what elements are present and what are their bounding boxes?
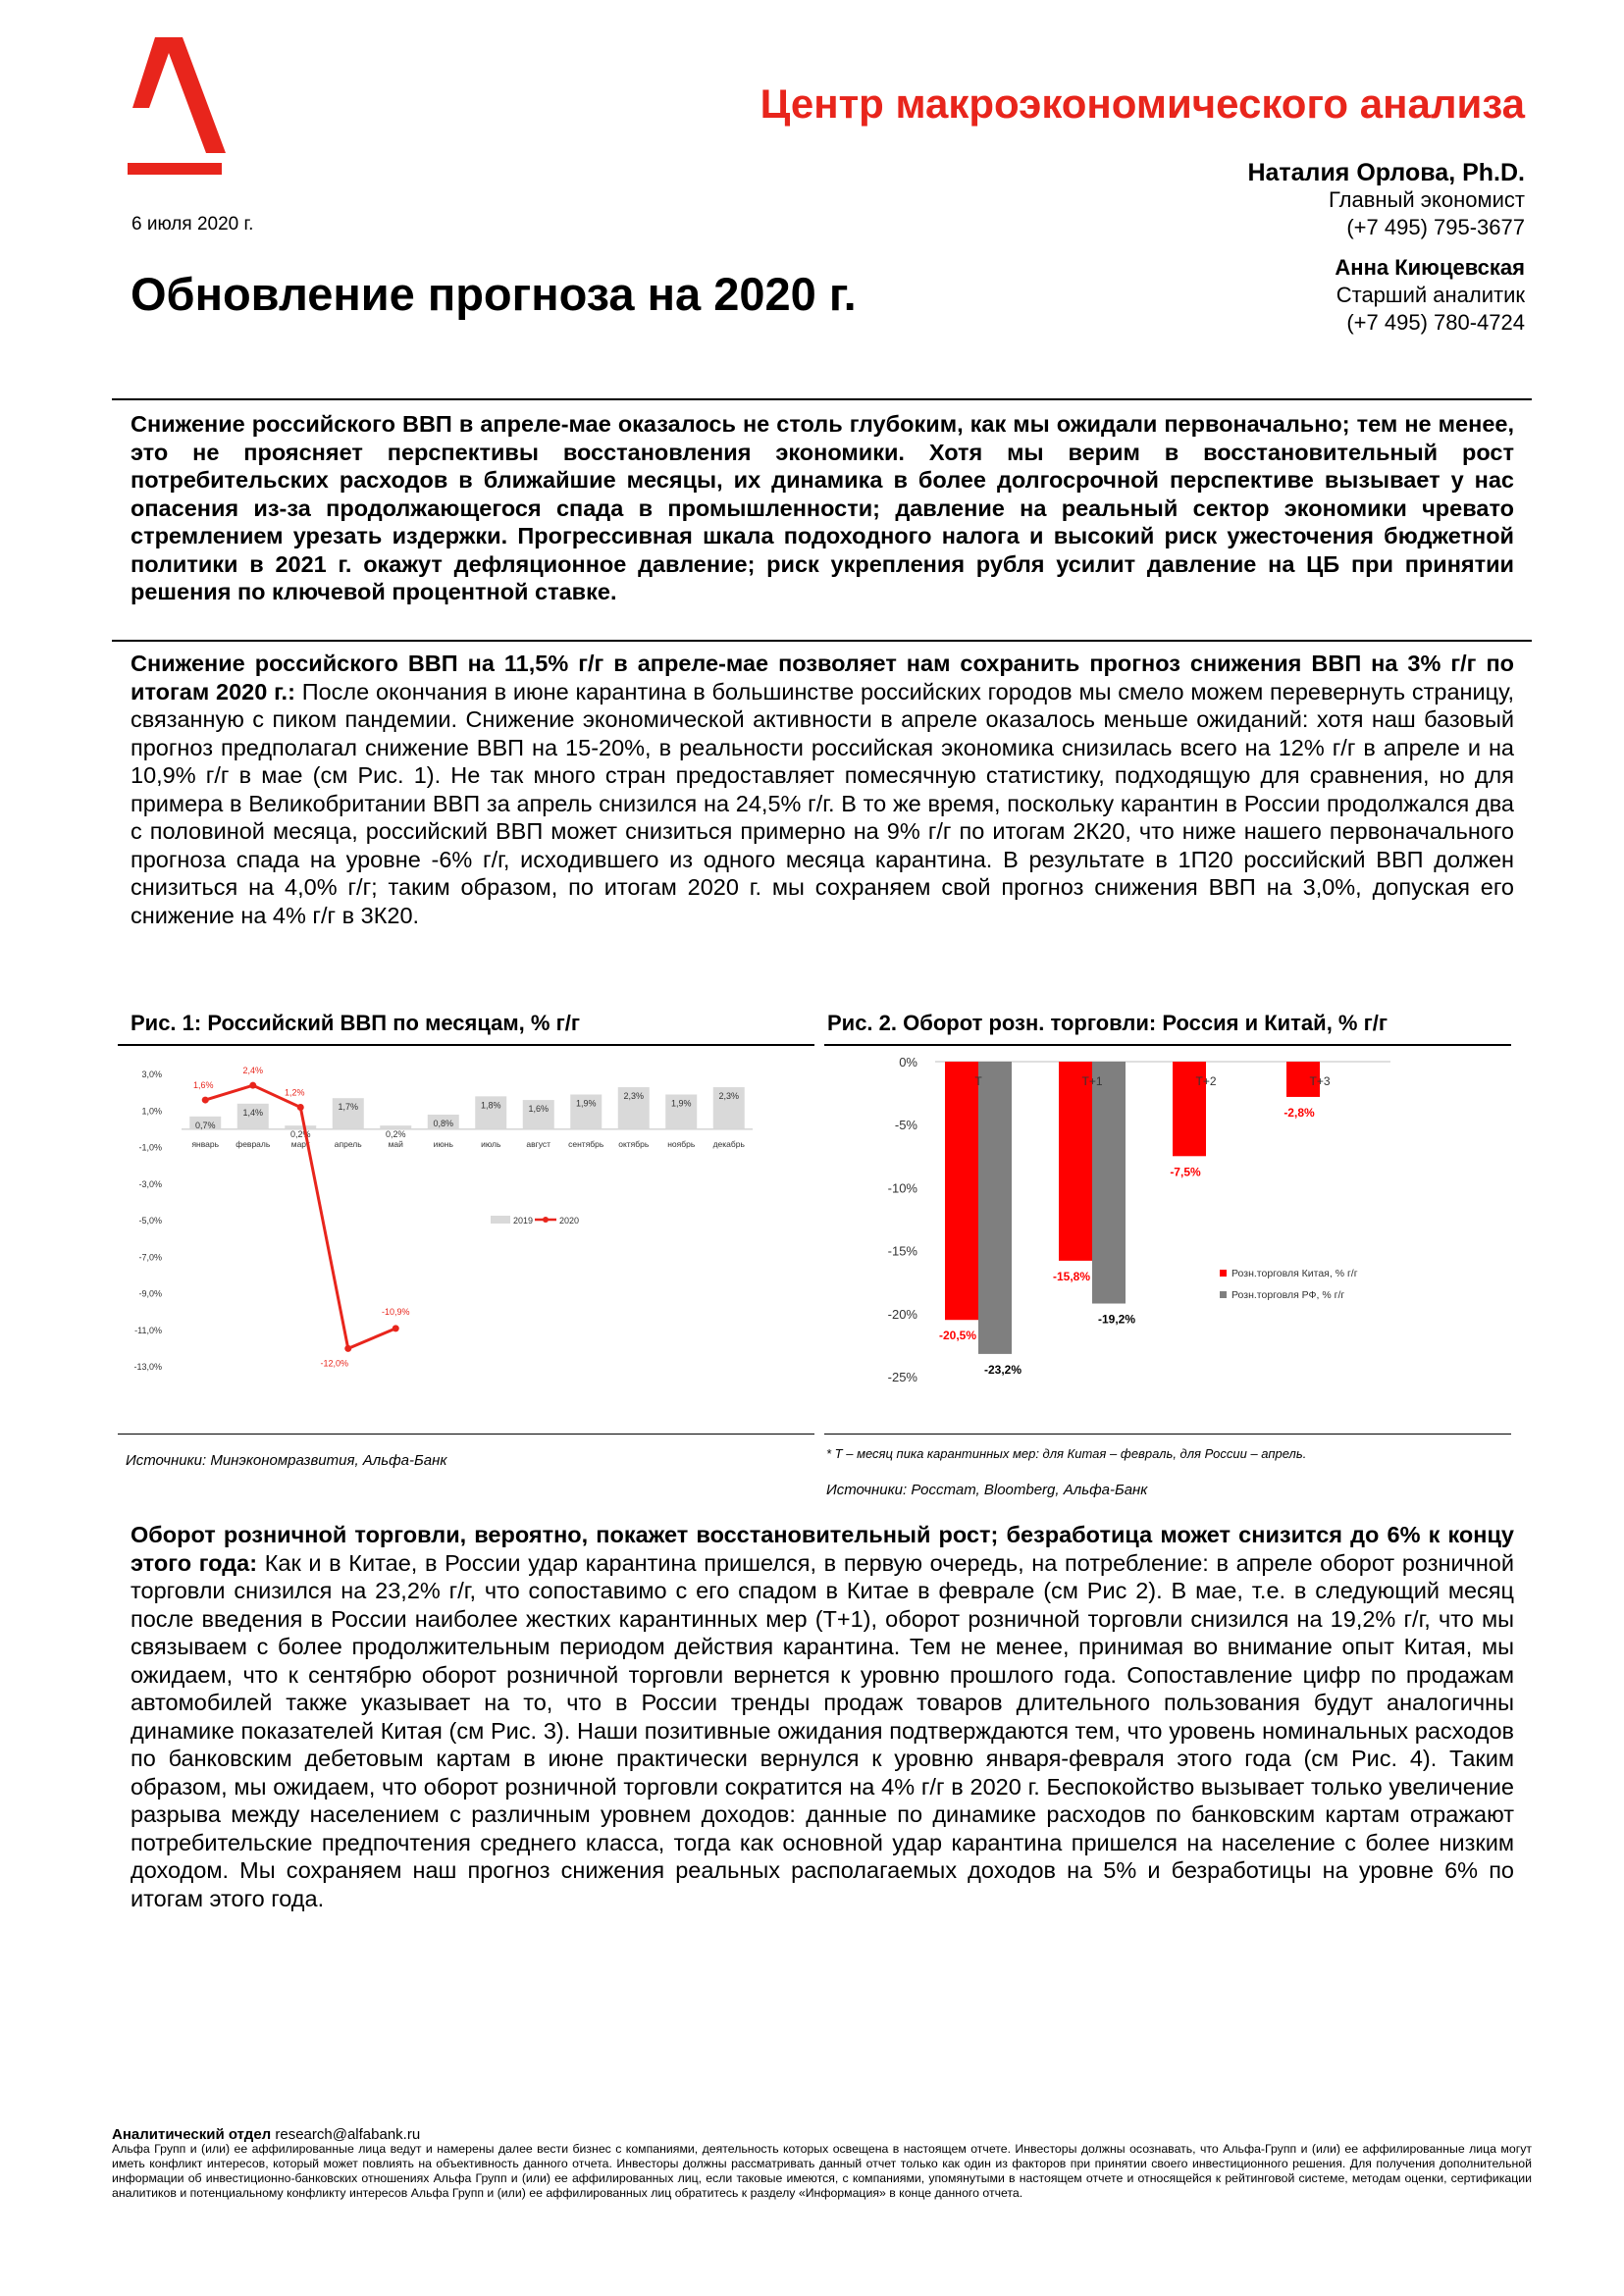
footer <box>112 2127 1532 2201</box>
bar-label-china: -15,8% <box>1052 1269 1091 1283</box>
alfa-bank-logo <box>128 37 226 175</box>
fig2-rule <box>824 1044 1511 1046</box>
fig1-bottom-rule <box>118 1434 814 1435</box>
x-tick-label: июнь <box>433 1138 453 1149</box>
point-2020 <box>202 1097 209 1104</box>
bar-label-2019: 0,2% <box>289 1129 311 1140</box>
y-tick-label: -20% <box>888 1306 917 1322</box>
authors-block <box>1247 159 1525 337</box>
point-label-2020: -10,9% <box>381 1306 410 1317</box>
point-2020 <box>344 1345 351 1352</box>
x-tick-label: T+3 <box>1309 1074 1331 1088</box>
x-tick-label: март <box>290 1138 310 1149</box>
y-tick-label: 1,0% <box>141 1106 162 1117</box>
x-tick-label: февраль <box>236 1138 271 1149</box>
bar-label-2019: 1,4% <box>242 1107 264 1118</box>
author1-name: Наталия Орлова, Ph.D. <box>1247 159 1525 186</box>
bar-label-2019: 2,3% <box>718 1091 740 1102</box>
bar-label-2019: 1,9% <box>575 1098 597 1109</box>
point-2020 <box>297 1104 304 1111</box>
x-tick-label: июль <box>481 1138 501 1149</box>
bar-russia <box>1092 1062 1126 1304</box>
x-tick-label: сентябрь <box>568 1138 604 1149</box>
bar-label-2019: 1,8% <box>480 1100 501 1111</box>
y-tick-label: -10% <box>888 1180 917 1196</box>
fig1-rule <box>118 1044 814 1046</box>
bar-label-russia: -23,2% <box>983 1362 1022 1377</box>
fig2-source: Источники: Росстат, Bloomberg, Альфа-Банк <box>826 1482 1148 1498</box>
bar-label-russia: -19,2% <box>1097 1312 1136 1327</box>
legend-swatch-russia <box>1220 1291 1227 1298</box>
legend-label-2019: 2019 <box>513 1216 534 1226</box>
author1-phone: (+7 495) 795-3677 <box>1346 215 1525 239</box>
bar-label-2019: 1,7% <box>338 1102 359 1113</box>
x-tick-label: май <box>388 1138 403 1149</box>
y-tick-label: -13,0% <box>133 1362 162 1372</box>
legend-swatch-china <box>1220 1270 1227 1277</box>
bar-label-2019: 2,3% <box>623 1091 645 1102</box>
x-tick-label: T+1 <box>1081 1074 1103 1088</box>
gdp-monthly-chart <box>123 1055 810 1403</box>
point-2020 <box>249 1082 256 1089</box>
x-tick-label: октябрь <box>618 1138 650 1149</box>
y-tick-label: -25% <box>888 1370 917 1384</box>
bar-china <box>1059 1062 1092 1261</box>
legend-label-2020: 2020 <box>559 1216 580 1226</box>
footer-disclaimer: Альфа Групп и (или) ее аффилированные лица ведут и намерены далее вести бизнес с компаниями, деятельность которых освещена в настоящем отчете. Инвесторы должны осознавать, что Альфа-Групп и (или) ее аффилированные лица могут иметь конфликт интересов, который может повлиять на объективность данного отчета. Инвесторы должны рассматривать данный отчет только как один из факторов при принятии своего инвестиционного решения. Для получения дополнительной информации об инвестиционно-банковских отношениях Альфа Групп и (или) ее аффилированных лиц, если таковые имеются, с компаниями, упомянутыми в настоящем отчете и относящейся к рейтинговой системе, методам оценки, сертификации аналитиков и потенциальному конфликту интересов Альфа Групп и (или) ее аффилированных лиц обратитесь к разделу «Информация» в конце данного отчета. <box>112 2142 1532 2200</box>
x-tick-label: декабрь <box>712 1138 745 1149</box>
bar-label-china: -20,5% <box>938 1329 977 1343</box>
bar-label-2019: 0,2% <box>385 1129 406 1140</box>
fig2-note: * T – месяц пика карантинных мер: для Китая – февраль, для России – апрель. <box>826 1446 1307 1461</box>
x-tick-label: T <box>974 1074 982 1088</box>
author2-name: Анна Киюцевская <box>1335 255 1525 280</box>
legend-swatch-2019 <box>491 1216 510 1224</box>
point-label-2020: 1,6% <box>192 1080 214 1091</box>
x-tick-label: апрель <box>334 1138 362 1149</box>
y-tick-label: -3,0% <box>138 1178 162 1189</box>
paragraph-text: После окончания в июне карантина в большинстве российских городов мы смело можем перевернуть страницу, связанную с пиком пандемии. Снижение экономической активности в апреле оказалось меньше ожиданий: хотя наш базовый прогноз предполагал снижение ВВП на 15-20%, в реальности российская экономика снизилась всего на 12% г/г в апреле и на 10,9% г/г в мае (см Рис. 1). Не так много стран предоставляет помесячную статистику, подходящую для сравнения, но для примера в Великобритании ВВП за апрель снизился на 24,5% г/г. В то же время, поскольку карантин в России продолжался два с половиной месяца, российский ВВП может снизиться примерно на 9% г/г по итогам 2К20, что ниже нашего первоначального прогноза спада на уровне -6% г/г, исходившего из одного месяца карантина. В результате в 1П20 российский ВВП должен снизиться на 4,0% г/г; таким образом, по итогам 2020 г. мы сохраняем свой прогноз снижения ВВП на 3,0%, допуская его снижение на 4% г/г в 3К20. <box>131 678 1515 928</box>
y-tick-label: -5,0% <box>138 1216 162 1226</box>
legend-label-russia: Розн.торговля РФ, % г/г <box>1231 1289 1345 1301</box>
point-label-2020: 1,2% <box>284 1087 305 1098</box>
point-label-2020: 2,4% <box>242 1066 264 1076</box>
page-title: Обновление прогноза на 2020 г. <box>131 268 857 320</box>
y-tick-label: 0% <box>899 1055 917 1070</box>
paragraph-gdp <box>131 650 1514 929</box>
author2-phone: (+7 495) 780-4724 <box>1346 310 1525 335</box>
bar-china <box>945 1062 978 1320</box>
paragraph-lead: Снижение российского ВВП на 11,5% г/г в апреле-мае позволяет нам сохранить прогноз снижения ВВП на 3% г/г по итогам 2020 г.: <box>131 651 1514 704</box>
bar-label-china: -7,5% <box>1170 1165 1201 1179</box>
point-label-2020: -12,0% <box>320 1358 349 1369</box>
fig1-title: Рис. 1: Российский ВВП по месяцам, % г/г <box>131 1011 581 1035</box>
fig2-bottom-rule <box>824 1434 1511 1435</box>
y-tick-label: -5% <box>894 1118 917 1133</box>
author1-role: Главный экономист <box>1328 187 1525 212</box>
paragraph-text: Как и в Китае, в России удар карантина пришелся, в первую очередь, на потребление: в апреле оборот розничной торговли снизился на 23,2% г/г, что сопоставимо с его спадом в Китае в феврале (см Рис 2). В мае, т.е. в следующий месяц после введения в России наиболее жестких карантинных мер (Т+1), оборот розничной торговли снизился на 19,2% г/г, что мы связываем с более продолжительным периодом действия карантина. Тем не менее, принимая во внимание опыт Китая, мы ожидаем, что к сентябрю оборот розничной торговли вернется к уровню прошлого года. Сопоставление цифр по продажам автомобилей также указывает на то, что в России тренды продаж товаров длительного пользования будут аналогичны динамике показателей Китая (см Рис. 3). Наши позитивные ожидания подтверждаются тем, что уровень номинальных расходов по банковским дебетовым картам в июне практически вернулся к уровню января-февраля этого года (см Рис. 4). Таким образом, мы ожидаем, что оборот розничной торговли сократится на 4% г/г в 2020 г. Беспокойство вызывает только увеличение разрыва между населением с различным уровнем доходов: данные по динамике расходов по банковским картам отражают потребительские предпочтения среднего класса, тогда как основной удар карантина пришелся на население с более низким доходом. Мы сохраняем наш прогноз снижения реальных располагаемых доходов на 5% и безработицы на уровне 6% по итогам этого года. <box>131 1549 1514 1911</box>
author2-role: Старший аналитик <box>1336 283 1525 307</box>
x-tick-label: январь <box>191 1138 220 1149</box>
divider <box>112 640 1532 642</box>
x-tick-label: T+2 <box>1195 1074 1217 1088</box>
legend-label-china: Розн.торговля Китая, % г/г <box>1231 1268 1358 1279</box>
summary-paragraph: Снижение российского ВВП в апреле-мае оказалось не столь глубоким, как мы ожидали первоначально; тем не менее, это не проясняет перспективы восстановления экономики. Хотя мы верим в восстановительный рост потребительских расходов в ближайшие месяцы, их динамика в более долгосрочной перспективе вызывает у нас опасения из-за продолжающегося спада в промышленности; давление на реальный сектор экономики чревато стремлением урезать издержки. Прогрессивная шкала подоходного налога и высокий риск ужесточения бюджетной политики в 2021 г. окажут дефляционное давление; риск укрепления рубля усилит давление на ЦБ при принятии решения по ключевой процентной ставке. <box>131 411 1514 604</box>
y-tick-label: 3,0% <box>141 1070 162 1079</box>
x-tick-label: август <box>526 1138 551 1149</box>
bar-russia <box>978 1062 1012 1354</box>
bar-label-2019: 0,7% <box>194 1120 216 1130</box>
point-2020 <box>393 1325 399 1331</box>
fig1-source: Источники: Минэкономразвития, Альфа-Банк <box>126 1452 447 1469</box>
center-title: Центр макроэкономического анализа <box>760 80 1525 127</box>
y-tick-label: -11,0% <box>134 1325 162 1335</box>
fig2-title: Рис. 2. Оборот розн. торговли: Россия и Китай, % г/г <box>827 1011 1388 1035</box>
y-tick-label: -1,0% <box>138 1142 162 1153</box>
report-date: 6 июля 2020 г. <box>131 214 254 235</box>
bar-label-china: -2,8% <box>1283 1105 1315 1120</box>
paragraph-retail <box>131 1521 1514 1912</box>
divider <box>112 398 1532 400</box>
y-tick-label: -9,0% <box>138 1288 162 1299</box>
y-tick-label: -7,0% <box>138 1252 162 1263</box>
line-2020 <box>205 1085 395 1348</box>
footer-dept: Аналитический отдел <box>112 2126 272 2143</box>
x-tick-label: ноябрь <box>667 1138 696 1149</box>
y-tick-label: -15% <box>888 1243 917 1259</box>
legend-marker-2020 <box>543 1217 549 1223</box>
footer-email[interactable]: research@alfabank.ru <box>275 2126 421 2143</box>
bar-label-2019: 1,6% <box>528 1104 550 1115</box>
paragraph-lead: Оборот розничной торговли, вероятно, покажет восстановительный рост; безработица может снизится до 6% к концу этого года: <box>131 1522 1514 1576</box>
bar-label-2019: 1,9% <box>670 1098 692 1109</box>
retail-sales-chart <box>888 1050 1438 1398</box>
bar-label-2019: 0,8% <box>433 1118 454 1128</box>
